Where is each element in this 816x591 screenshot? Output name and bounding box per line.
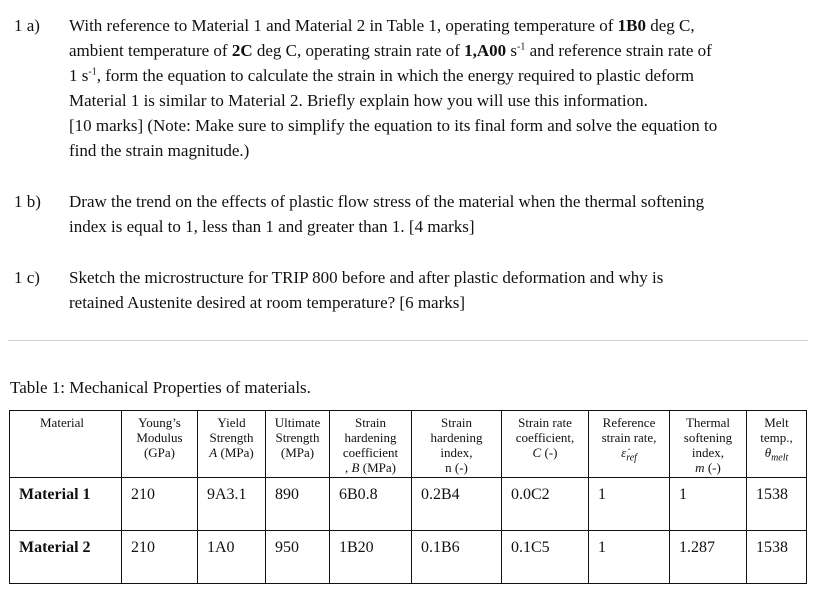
hardening-coefficient-cell: 6B0.8 [330,478,412,531]
text-line: 1 $s^{-1}$, form the equation to calculate the strain in which the energy required to plastic deform [69,66,695,85]
header-ultimate-strength: Ultimate Strength (MPa) [266,411,330,478]
table-row [10,478,807,531]
thermal-softening-cell: 1 [670,478,747,531]
table-caption: Table 1: Mechanical Properties of materials. [10,378,311,397]
hardening-index-cell: 0.1B6 [412,531,502,584]
question-text [69,265,804,315]
question-number: 1 b) [14,192,41,211]
ultimate-strength-cell: 890 [266,478,330,531]
header-strain-rate-coefficient: Strain rate coefficient, C (-) [502,411,589,478]
hardening-index-cell: 0.2B4 [412,478,502,531]
reference-strain-rate-cell: 1 [589,531,670,584]
text-line: find the strain magnitude.) [69,141,250,160]
thermal-softening-cell: 1.287 [670,531,747,584]
reference-strain-rate-cell: 1 [589,478,670,531]
header-strain-hardening-index: Strain hardening index, n (-) [412,411,502,478]
youngs-modulus-cell: 210 [122,531,198,584]
text-line: Sketch the microstructure for TRIP 800 before and after plastic deformation and why is [69,268,664,287]
strain-rate-coefficient-cell: 0.0C2 [502,478,589,531]
divider [8,340,808,341]
mechanical-properties-table [9,410,807,584]
hardening-coefficient-cell: 1B20 [330,531,412,584]
text-line: With reference to Material 1 and Material 2 in Table 1, operating temperature of 1B0 deg C, [69,16,695,35]
question-number: 1 c) [14,268,40,287]
header-youngs-modulus: Young’s Modulus (GPa) [122,411,198,478]
melt-temp-cell: 1538 [747,478,807,531]
youngs-modulus-cell: 210 [122,478,198,531]
header-reference-strain-rate: Reference strain rate, $\varepsiloṅ_{ref}$ [589,411,670,478]
material-name-cell: Material 2 [10,531,122,584]
header-melt-temperature: Melt temp., $\theta_{melt}$ [747,411,807,478]
text-line: Material 1 is similar to Material 2. Briefly explain how you will use this information. [69,91,648,110]
question-text [69,189,804,239]
question-number: 1 a) [14,16,40,35]
header-thermal-softening-index: Thermal softening index, m (-) [670,411,747,478]
text-line: [10 marks] (Note: Make sure to simplify the equation to its final form and solve the equation to [69,116,718,135]
table-row [10,531,807,584]
text-line: index is equal to 1, less than 1 and greater than 1. [4 marks] [69,217,475,236]
text-line: Draw the trend on the effects of plastic flow stress of the material when the thermal softening [69,192,705,211]
melt-temp-cell: 1538 [747,531,807,584]
material-name-cell: Material 1 [10,478,122,531]
text-line: ambient temperature of 2C deg C, operating strain rate of 1,A00 $s^{-1}$ and reference strain rate of [69,41,712,60]
table-header-row [10,411,807,478]
yield-strength-cell: 9A3.1 [198,478,266,531]
header-strain-hardening-coefficient: Strain hardening coefficient , B (MPa) [330,411,412,478]
header-material: Material [10,411,122,478]
text-line: retained Austenite desired at room temperature? [6 marks] [69,293,466,312]
ultimate-strength-cell: 950 [266,531,330,584]
yield-strength-cell: 1A0 [198,531,266,584]
strain-rate-coefficient-cell: 0.1C5 [502,531,589,584]
question-text [69,13,804,163]
header-yield-strength: Yield Strength A (MPa) [198,411,266,478]
